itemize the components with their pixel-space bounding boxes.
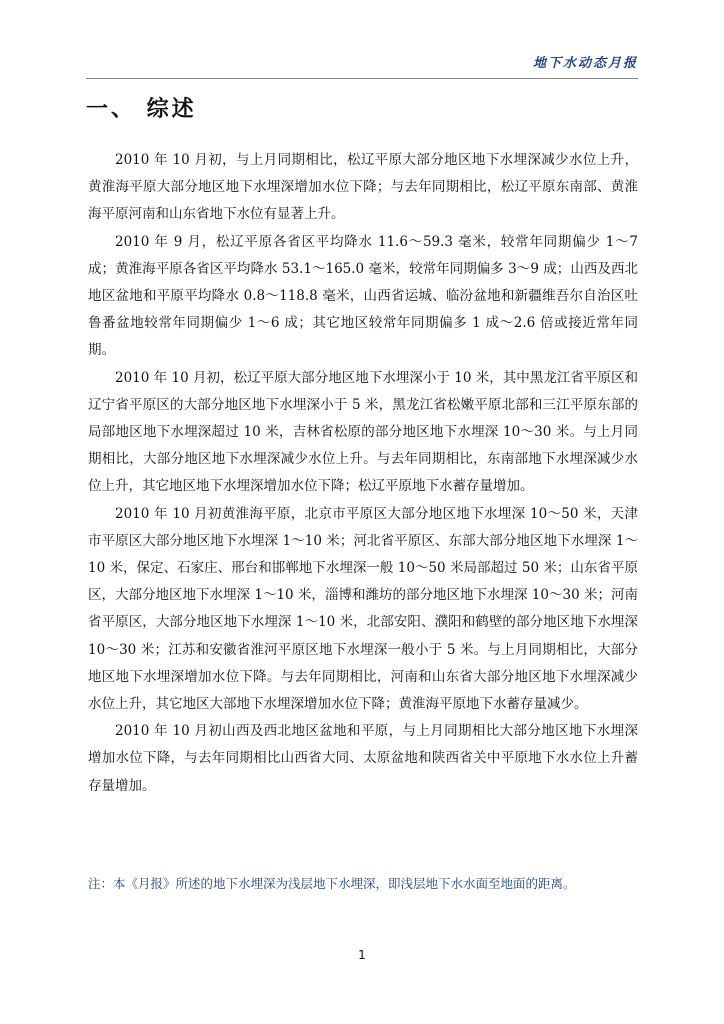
footnote: 注：本《月报》所述的地下水埋深为浅层地下水埋深，即浅层地下水水面至地面的距离。 — [88, 876, 576, 891]
body-text — [88, 147, 638, 800]
paragraph-4: 2010 年 10 月初黄淮海平原，北京市平原区大部分地区地下水埋深 10～50 米，天津市平原区大部分地区地下水埋深 1～10 米；河北省平原区、东部大部分地区地下水埋深 1～10 米，保定、石家庄、邢台和邯郸地下水埋深一般 10～50 米局部超过 50 米；山东省平原区，大部分地区地下水埋深 1～10 米，淄博和潍坊的部分地区地下水埋深 10～30 米；河南省平原区，大部分地区地下水埋深 1～10 米，北部安阳、濮阳和鹤壁的部分地区地下水埋深 10～30 米；江苏和安徽省淮河平原区地下水埋深一般小于 5 米。与上月同期相比，大部分地区地下水埋深增加水位下降。与去年同期相比，河南和山东省大部分地区地下水埋深减少水位上升，其它地区大部地下水埋深增加水位下降；黄淮海平原地下水蓄存量减少。 — [88, 505, 638, 713]
paragraph-3: 2010 年 10 月初，松辽平原大部分地区地下水埋深小于 10 米，其中黑龙江省平原区和辽宁省平原区的大部分地区地下水埋深小于 5 米，黑龙江省松嫩平原北部和三江平原东部的局部地区地下水埋深超过 10 米，吉林省松原的部分地区地下水埋深 10～30 米。与上月同期相比，大部分地区地下水埋深减少水位上升。与去年同期相比，东南部地下水埋深减少水位上升，其它地区地下水埋深增加水位下降；松辽平原地下水蓄存量增加。 — [88, 369, 638, 495]
header-divider — [86, 78, 638, 79]
paragraph-1: 2010 年 10 月初，与上月同期相比，松辽平原大部分地区地下水埋深减少水位上升，黄淮海平原大部分地区地下水埋深增加水位下降；与去年同期相比，松辽平原东南部、黄淮海平原河南和山东省地下水位有显著上升。 — [88, 152, 638, 223]
section-title: 一、 综述 — [86, 97, 197, 122]
paragraph-2: 2010 年 9 月，松辽平原各省区平均降水 11.6～59.3 毫米，较常年同期偏少 1～7 成；黄淮海平原各省区平均降水 53.1～165.0 毫米，较常年同期偏多 3～9 成；山西及西北地区盆地和平原平均降水 0.8～118.8 毫米，山西省运城、临汾盆地和新疆维吾尔自治区吐鲁番盆地较常年同期偏少 1～6 成；其它地区较常年同期偏多 1 成～2.6 倍或接近常年同期。 — [88, 233, 638, 359]
page-number: 1 — [358, 948, 366, 962]
running-header: 地下水动态月报 — [532, 56, 638, 71]
paragraph-5: 2010 年 10 月初山西及西北地区盆地和平原，与上月同期相比大部分地区地下水埋深增加水位下降，与去年同期相比山西省大同、太原盆地和陕西省关中平原地下水水位上升蓄存量增加。 — [88, 723, 638, 794]
